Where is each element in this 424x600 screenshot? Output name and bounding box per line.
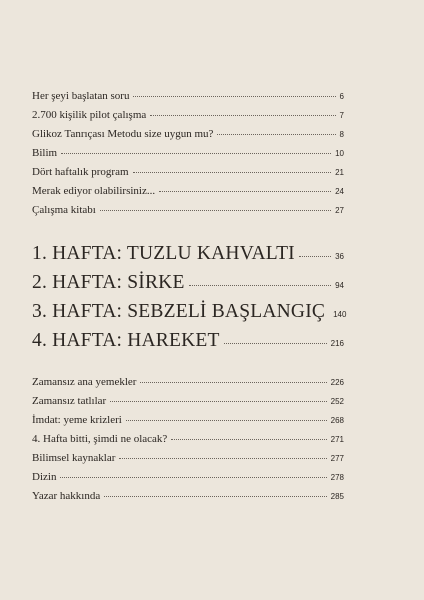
dot-leader [61,153,331,154]
toc-entry[interactable] [32,414,344,426]
toc-chapter-page: 216 [330,339,344,348]
dot-leader [110,401,326,402]
toc-entry-page: 27 [335,206,344,215]
toc-entry-page: 21 [335,168,344,177]
dot-leader [126,420,327,421]
dot-leader [104,496,326,497]
toc-chapter-entry[interactable] [32,243,344,265]
dot-leader [217,134,335,135]
toc-entry-page: 7 [339,111,344,120]
toc-entry[interactable] [32,204,344,216]
toc-chapter-entry[interactable] [32,330,344,352]
dot-leader [100,210,331,211]
dot-leader [140,382,326,383]
toc-entry[interactable] [32,452,344,464]
toc-chapter-page: 94 [335,281,344,290]
table-of-contents [32,0,347,600]
toc-entry-page: 285 [330,492,344,501]
toc-chapter-title: 3. HAFTA: SEBZELİ BAŞLANGIÇ [32,301,326,322]
dot-leader [171,439,326,440]
toc-entry[interactable] [32,109,344,121]
toc-entry-page: 271 [330,435,344,444]
dot-leader [159,191,331,192]
toc-entry-title: Dört haftalık program [32,166,129,178]
toc-chapter-page: 36 [335,252,344,261]
toc-entry[interactable] [32,395,344,407]
dot-leader [299,256,331,257]
toc-entry[interactable] [32,128,344,140]
toc-entry[interactable] [32,185,344,197]
dot-leader [119,458,326,459]
toc-entry-page: 252 [330,397,344,406]
toc-entry-page: 226 [330,378,344,387]
toc-chapter-page: 140 [333,310,347,319]
toc-entry[interactable] [32,376,344,388]
toc-chapter-entry[interactable] [32,272,344,294]
toc-entry-title: Bilimsel kaynaklar [32,452,116,464]
toc-entry[interactable] [32,166,344,178]
dot-leader [189,285,332,286]
toc-chapter-title: 1. HAFTA: TUZLU KAHVALTI [32,243,295,264]
toc-entry-title: Yazar hakkında [32,490,101,502]
toc-chapter-title: 4. HAFTA: HAREKET [32,330,220,351]
toc-chapter-entry[interactable] [32,301,347,323]
toc-entry-title: Çalışma kitabı [32,204,96,216]
toc-entry-page: 24 [335,187,344,196]
dot-leader [133,96,335,97]
dot-leader [133,172,332,173]
toc-entry[interactable] [32,471,344,483]
toc-entry-page: 277 [330,454,344,463]
toc-chapter-title: 2. HAFTA: SİRKE [32,272,185,293]
toc-entry-page: 278 [330,473,344,482]
toc-entry-title: Bilim [32,147,58,159]
toc-entry-page: 10 [335,149,344,158]
toc-entry-page: 268 [330,416,344,425]
toc-entry[interactable] [32,433,344,445]
dot-leader [60,477,326,478]
toc-entry-title: İmdat: yeme krizleri [32,414,122,426]
toc-entry[interactable] [32,90,344,102]
toc-entry-title: 4. Hafta bitti, şimdi ne olacak? [32,433,168,445]
toc-entry-title: Merak ediyor olabilirsiniz... [32,185,156,197]
toc-entry-page: 6 [339,92,344,101]
toc-entry-title: Dizin [32,471,57,483]
toc-entry-title: Zamansız ana yemekler [32,376,137,388]
dot-leader [224,343,327,344]
dot-leader [150,115,335,116]
toc-entry-title: Zamansız tatlılar [32,395,107,407]
toc-entry[interactable] [32,147,344,159]
toc-entry-title: 2.700 kişilik pilot çalışma [32,109,147,121]
toc-entry-title: Her şeyi başlatan soru [32,90,130,102]
toc-entry-title: Glikoz Tanrıçası Metodu size uygun mu? [32,128,214,140]
toc-entry[interactable] [32,490,344,502]
toc-entry-page: 8 [339,130,344,139]
